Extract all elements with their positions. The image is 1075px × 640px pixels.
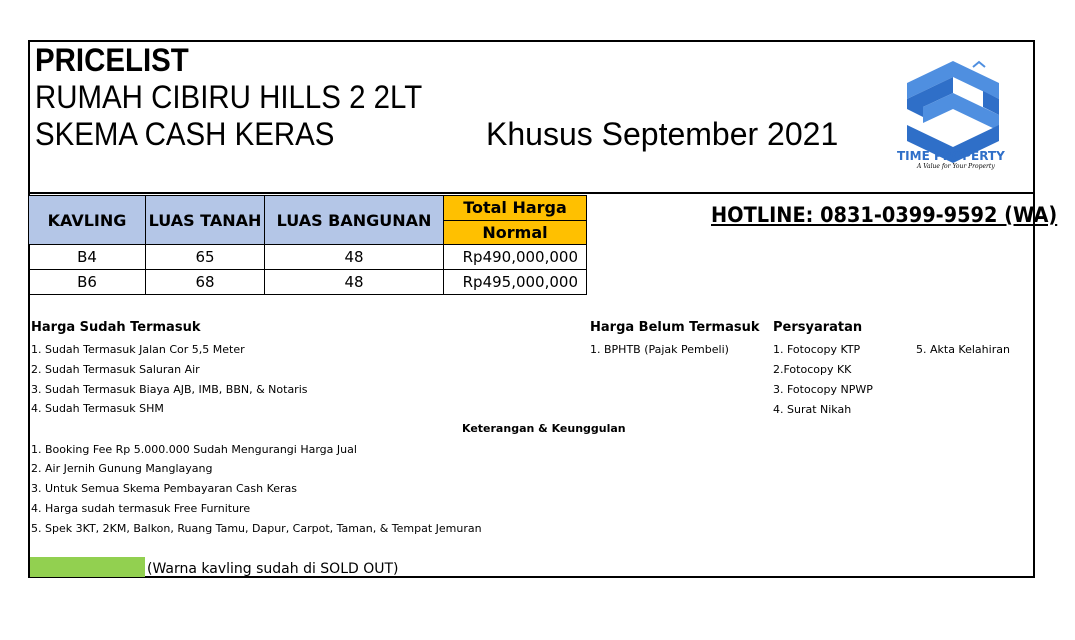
- sudah-termasuk-title: Harga Sudah Termasuk: [31, 320, 201, 335]
- list-item: 1. Fotocopy KTP: [773, 343, 861, 356]
- list-item: 4. Sudah Termasuk SHM: [31, 402, 164, 415]
- list-item: 2.Fotocopy KK: [773, 363, 852, 376]
- cell-harga: Rp490,000,000: [444, 245, 587, 270]
- persyaratan-title: Persyaratan: [773, 320, 863, 335]
- list-item: 1. Booking Fee Rp 5.000.000 Sudah Mengurangi Harga Jual: [31, 443, 357, 456]
- cell-kavling: B4: [29, 245, 146, 270]
- time-property-logo: [895, 55, 1011, 175]
- list-item: 3. Fotocopy NPWP: [773, 383, 873, 396]
- logo-name: TIME PROPERTY: [897, 149, 1005, 163]
- cell-harga: Rp495,000,000: [444, 270, 587, 295]
- table-row: [29, 245, 587, 270]
- header-kavling: KAVLING: [29, 196, 146, 245]
- header-normal: Normal: [444, 220, 587, 245]
- sold-out-color-swatch: [30, 557, 145, 577]
- list-item: 5. Spek 3KT, 2KM, Balkon, Ruang Tamu, Dapur, Carpot, Taman, & Tempat Jemuran: [31, 522, 482, 535]
- header-total-harga: Total Harga: [444, 196, 587, 221]
- list-item: 3. Sudah Termasuk Biaya AJB, IMB, BBN, & Notaris: [31, 383, 308, 396]
- list-item: 4. Surat Nikah: [773, 403, 852, 416]
- list-item: 5. Akta Kelahiran: [916, 343, 1010, 356]
- header-luas-bangunan: LUAS BANGUNAN: [265, 196, 444, 245]
- price-table: [28, 195, 587, 295]
- sold-out-legend: (Warna kavling sudah di SOLD OUT): [147, 561, 399, 577]
- keterangan-title: Keterangan & Keunggulan: [462, 422, 626, 435]
- scheme-title: SKEMA CASH KERAS: [35, 116, 335, 152]
- table-row: [29, 270, 587, 295]
- cell-luas-tanah: 68: [146, 270, 265, 295]
- cell-kavling: B6: [29, 270, 146, 295]
- special-period: Khusus September 2021: [486, 116, 839, 152]
- header-divider: [28, 192, 1035, 194]
- list-item: 3. Untuk Semua Skema Pembayaran Cash Keras: [31, 482, 297, 495]
- list-item: 1. Sudah Termasuk Jalan Cor 5,5 Meter: [31, 343, 245, 356]
- cell-luas-tanah: 65: [146, 245, 265, 270]
- header-luas-tanah: LUAS TANAH: [146, 196, 265, 245]
- list-item: 4. Harga sudah termasuk Free Furniture: [31, 502, 251, 515]
- hotline: HOTLINE: 0831-0399-9592 (WA): [711, 203, 1058, 227]
- product-title: RUMAH CIBIRU HILLS 2 2LT: [35, 79, 423, 115]
- page-title: PRICELIST: [35, 42, 189, 78]
- cell-luas-bangunan: 48: [265, 245, 444, 270]
- logo-tagline: A Value for Your Property: [917, 163, 995, 170]
- list-item: 2. Sudah Termasuk Saluran Air: [31, 363, 200, 376]
- list-item: 2. Air Jernih Gunung Manglayang: [31, 462, 213, 475]
- list-item: 1. BPHTB (Pajak Pembeli): [590, 343, 729, 356]
- cell-luas-bangunan: 48: [265, 270, 444, 295]
- belum-termasuk-title: Harga Belum Termasuk: [590, 320, 760, 335]
